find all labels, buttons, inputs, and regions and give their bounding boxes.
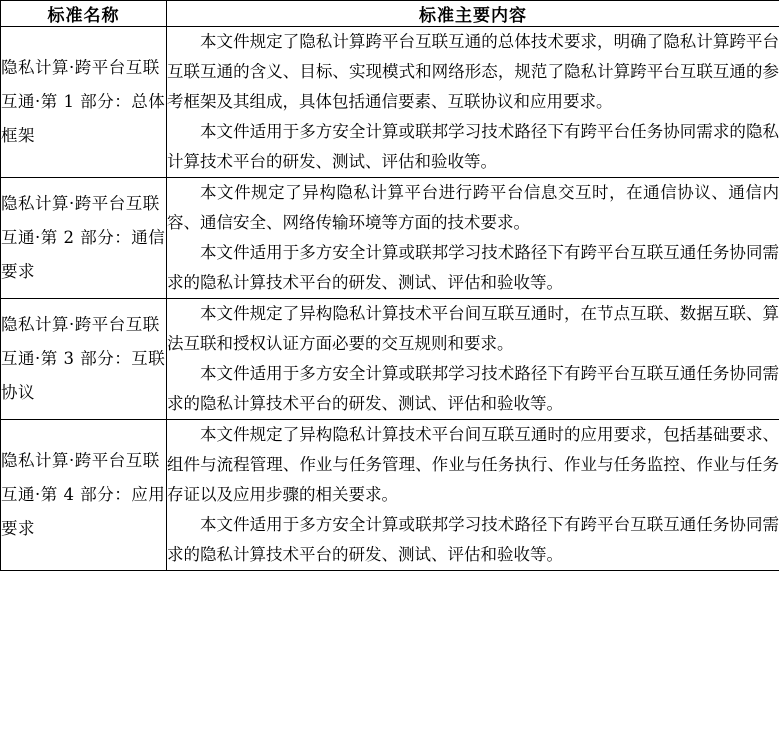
content-paragraph: 本文件适用于多方安全计算或联邦学习技术路径下有跨平台互联互通任务协同需求的隐私计算技术平台的研发、测试、评估和验收等。 bbox=[167, 364, 779, 413]
content-paragraph: 本文件适用于多方安全计算或联邦学习技术路径下有跨平台互联互通任务协同需求的隐私计算技术平台的研发、测试、评估和验收等。 bbox=[167, 515, 779, 564]
table-row bbox=[1, 420, 779, 571]
content-paragraph: 本文件规定了异构隐私计算技术平台间互联互通时，在节点互联、数据互联、算法互联和授权认证方面必要的交互规则和要求。 bbox=[167, 304, 779, 353]
standard-name: 隐私计算·跨平台互联互通·第 2 部分：通信要求 bbox=[1, 178, 167, 299]
content-paragraph: 本文件规定了异构隐私计算技术平台间互联互通时的应用要求，包括基础要求、组件与流程管理、作业与任务管理、作业与任务执行、作业与任务监控、作业与任务存证以及应用步骤的相关要求。 bbox=[167, 425, 779, 504]
table-row bbox=[1, 299, 779, 420]
standard-name: 隐私计算·跨平台互联互通·第 1 部分：总体框架 bbox=[1, 27, 167, 178]
standard-content bbox=[167, 27, 779, 178]
table-row bbox=[1, 27, 779, 178]
standard-content bbox=[167, 178, 779, 299]
standard-content bbox=[167, 299, 779, 420]
column-header-standard-content: 标准主要内容 bbox=[167, 1, 779, 27]
content-paragraph: 本文件适用于多方安全计算或联邦学习技术路径下有跨平台互联互通任务协同需求的隐私计算技术平台的研发、测试、评估和验收等。 bbox=[167, 243, 779, 292]
content-paragraph: 本文件适用于多方安全计算或联邦学习技术路径下有跨平台任务协同需求的隐私计算技术平台的研发、测试、评估和验收等。 bbox=[167, 122, 779, 171]
content-paragraph: 本文件规定了异构隐私计算平台进行跨平台信息交互时，在通信协议、通信内容、通信安全、网络传输环境等方面的技术要求。 bbox=[167, 183, 779, 232]
standard-content bbox=[167, 420, 779, 571]
table-header-row bbox=[1, 1, 779, 27]
standard-name: 隐私计算·跨平台互联互通·第 3 部分：互联协议 bbox=[1, 299, 167, 420]
column-header-standard-name: 标准名称 bbox=[1, 1, 167, 27]
content-paragraph: 本文件规定了隐私计算跨平台互联互通的总体技术要求，明确了隐私计算跨平台互联互通的含义、目标、实现模式和网络形态，规范了隐私计算跨平台互联互通的参考框架及其组成，具体包括通信要素、互联协议和应用要求。 bbox=[167, 32, 779, 111]
standard-name: 隐私计算·跨平台互联互通·第 4 部分：应用要求 bbox=[1, 420, 167, 571]
table-row bbox=[1, 178, 779, 299]
